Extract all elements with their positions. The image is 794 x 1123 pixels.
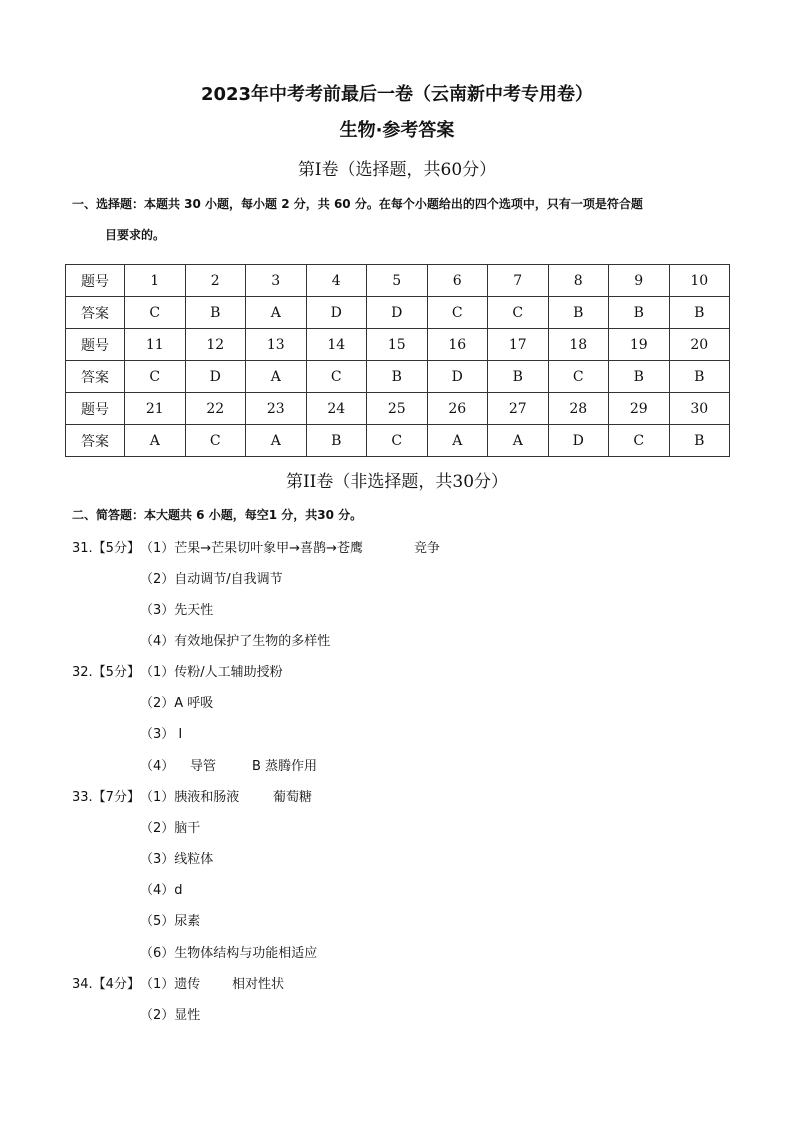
- question-number-cell: 18: [548, 329, 609, 361]
- q31-answer-2: （2）自动调节/自我调节: [140, 572, 283, 587]
- answer-letter-cell: B: [669, 361, 730, 393]
- part1-instruction-line1: 一、选择题：本题共 30 小题，每小题 2 分，共 60 分。在每个小题给出的四个选项中，只有一项是符合题: [72, 197, 643, 211]
- question-number-cell: 5: [367, 265, 428, 297]
- q33-answer-4: （4）d: [140, 883, 183, 898]
- answer-table: [65, 264, 730, 457]
- answer-letter-cell: B: [669, 425, 730, 457]
- answer-letter-cell: A: [427, 425, 488, 457]
- part1-heading: 第I卷（选择题，共60分）: [297, 160, 497, 180]
- answer-letter-cell: C: [367, 425, 428, 457]
- question-number-cell: 28: [548, 393, 609, 425]
- q34-answer-1: （1）遗传: [140, 977, 201, 992]
- answer-letter-cell: D: [185, 361, 246, 393]
- answer-letter-cell: D: [306, 297, 367, 329]
- question-number-cell: 16: [427, 329, 488, 361]
- document-subtitle: 生物·参考答案: [339, 120, 455, 141]
- question-number-cell: 1: [125, 265, 186, 297]
- answer-letter-cell: B: [488, 361, 549, 393]
- q31-answer-1b: 竞争: [414, 541, 441, 556]
- question-number-cell: 15: [367, 329, 428, 361]
- q32-answer-4b: 导管: [190, 759, 217, 774]
- row-label-answer: 答案: [66, 297, 125, 329]
- question-number-cell: 9: [609, 265, 670, 297]
- answer-letter-cell: B: [669, 297, 730, 329]
- question-number-cell: 29: [609, 393, 670, 425]
- answer-letter-cell: C: [306, 361, 367, 393]
- question-number-cell: 24: [306, 393, 367, 425]
- row-label-question: 题号: [66, 265, 125, 297]
- q32-answer-4: （4）: [140, 759, 175, 774]
- answer-letter-cell: B: [548, 297, 609, 329]
- part1-instruction: [72, 189, 732, 251]
- q31-label: 31.【5分】: [72, 541, 140, 556]
- q32-answer-2: （2）A 呼吸: [140, 696, 214, 711]
- answer-row: [66, 361, 730, 393]
- q33-answer-5: （5）尿素: [140, 914, 201, 929]
- part2-heading: 第II卷（非选择题，共30分）: [285, 472, 509, 492]
- q33-answer-2: （2）脑干: [140, 821, 201, 836]
- answer-letter-cell: C: [427, 297, 488, 329]
- question-number-row: [66, 265, 730, 297]
- question-number-cell: 30: [669, 393, 730, 425]
- question-number-cell: 11: [125, 329, 186, 361]
- answer-letter-cell: B: [367, 361, 428, 393]
- answer-letter-cell: C: [488, 297, 549, 329]
- question-number-cell: 26: [427, 393, 488, 425]
- answer-letter-cell: D: [367, 297, 428, 329]
- question-number-cell: 4: [306, 265, 367, 297]
- question-number-cell: 21: [125, 393, 186, 425]
- q33-label: 33.【7分】: [72, 790, 140, 805]
- q33-answer-6: （6）生物体结构与功能相适应: [140, 946, 318, 961]
- answer-letter-cell: D: [548, 425, 609, 457]
- q33-answer-1: （1）胰液和肠液: [140, 790, 240, 805]
- question-number-cell: 12: [185, 329, 246, 361]
- question-number-cell: 2: [185, 265, 246, 297]
- part2-instruction: 二、简答题：本大题共 6 小题，每空1 分，共30 分。: [72, 508, 363, 522]
- answer-letter-cell: B: [609, 361, 670, 393]
- answer-letter-cell: C: [125, 361, 186, 393]
- answer-letter-cell: B: [306, 425, 367, 457]
- answer-letter-cell: C: [185, 425, 246, 457]
- q31-answer-3: （3）先天性: [140, 603, 214, 618]
- row-label-answer: 答案: [66, 425, 125, 457]
- q31-answer-1: （1）芒果→芒果切叶象甲→喜鹊→苍鹰: [140, 541, 363, 556]
- q34-answer-2: （2）显性: [140, 1008, 201, 1023]
- answer-row: [66, 425, 730, 457]
- question-number-row: [66, 393, 730, 425]
- q33-answer-3: （3）线粒体: [140, 852, 214, 867]
- q32-label: 32.【5分】: [72, 665, 140, 680]
- answer-letter-cell: B: [609, 297, 670, 329]
- row-label-answer: 答案: [66, 361, 125, 393]
- answer-letter-cell: A: [246, 297, 307, 329]
- answer-letter-cell: B: [185, 297, 246, 329]
- question-number-cell: 17: [488, 329, 549, 361]
- answer-letter-cell: A: [246, 425, 307, 457]
- question-number-cell: 6: [427, 265, 488, 297]
- question-number-cell: 22: [185, 393, 246, 425]
- question-number-cell: 8: [548, 265, 609, 297]
- question-number-cell: 27: [488, 393, 549, 425]
- question-number-cell: 7: [488, 265, 549, 297]
- q33-answer-1b: 葡萄糖: [273, 790, 313, 805]
- answer-letter-cell: C: [609, 425, 670, 457]
- question-number-cell: 20: [669, 329, 730, 361]
- q31-answer-4: （4）有效地保护了生物的多样性: [140, 634, 331, 649]
- answer-letter-cell: C: [548, 361, 609, 393]
- answer-letter-cell: A: [246, 361, 307, 393]
- row-label-question: 题号: [66, 393, 125, 425]
- part1-instruction-line2: 目要求的。: [105, 228, 166, 242]
- answer-letter-cell: A: [125, 425, 186, 457]
- question-number-cell: 23: [246, 393, 307, 425]
- document-title: 2023年中考考前最后一卷（云南新中考专用卷）: [200, 84, 594, 105]
- q34-answer-1b: 相对性状: [232, 977, 285, 992]
- q34-label: 34.【4分】: [72, 977, 140, 992]
- question-number-cell: 10: [669, 265, 730, 297]
- answer-row: [66, 297, 730, 329]
- question-number-row: [66, 329, 730, 361]
- question-number-cell: 3: [246, 265, 307, 297]
- question-number-cell: 13: [246, 329, 307, 361]
- question-number-cell: 25: [367, 393, 428, 425]
- q32-answer-3: （3） Ⅰ: [140, 727, 183, 742]
- q32-answer-4c: B 蒸腾作用: [252, 759, 318, 774]
- answer-letter-cell: D: [427, 361, 488, 393]
- q32-answer-1: （1）传粉/人工辅助授粉: [140, 665, 283, 680]
- question-number-cell: 14: [306, 329, 367, 361]
- answer-letter-cell: A: [488, 425, 549, 457]
- answer-letter-cell: C: [125, 297, 186, 329]
- row-label-question: 题号: [66, 329, 125, 361]
- question-number-cell: 19: [609, 329, 670, 361]
